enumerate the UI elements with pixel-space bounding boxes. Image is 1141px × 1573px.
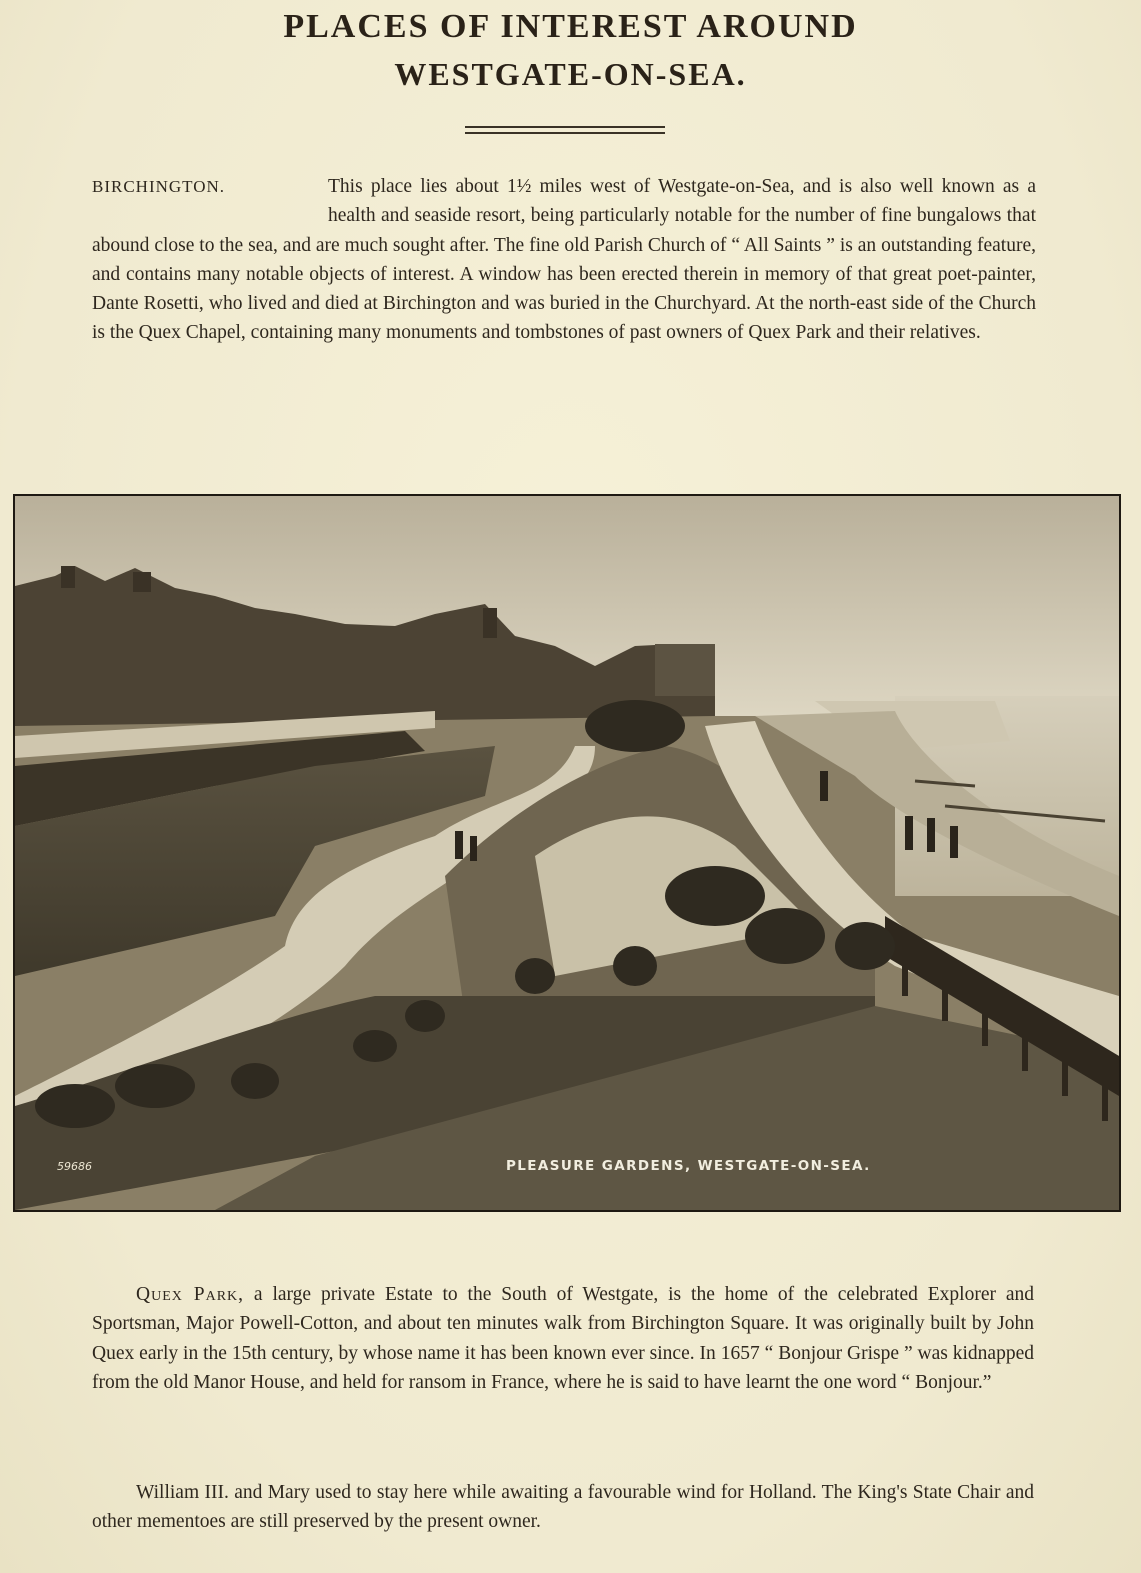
title-divider-bottom: [465, 132, 665, 134]
photo-plate-number: 59686: [57, 1160, 92, 1173]
page-title-line-1: PLACES OF INTEREST AROUND: [283, 8, 858, 45]
william-mary-paragraph: William III. and Mary used to stay here while awaiting a favourable wind for Holland. The King's State Chair and other mementoes are still preserved by the present owner.: [92, 1482, 1034, 1533]
quex-park-text: a large private Estate to the South of Westgate, is the home of the celebrated Explorer and Sportsman, Major Powell-Cotton, and about ten minutes walk from Birchington Square. It was originally built by John Quex early in the 15th century, by whose name it has been known ever since. In 1657 “ Bonjour Grispe ” was kidnapped from the old Manor House, and held for ransom in France, where he is said to have learnt the one word “ Bonjour.”: [92, 1284, 1034, 1393]
title-divider-top: [465, 126, 665, 128]
birchington-paragraph: [92, 172, 1036, 348]
photo-caption: PLEASURE GARDENS, WESTGATE-ON-SEA.: [506, 1158, 871, 1174]
birchington-heading: BIRCHINGTON.: [92, 177, 226, 196]
page-title-line-2: WESTGATE-ON-SEA.: [394, 56, 747, 92]
quex-park-heading: Quex Park,: [136, 1284, 245, 1305]
pleasure-gardens-photo: [13, 494, 1121, 1212]
birchington-text: This place lies about 1½ miles west of Westgate-on-Sea, and is also well known as a health and seaside resort, being particularly notable for the number of fine bungalows that abound close to the sea, and are much sought after. The fine old Parish Church of “ All Saints ” is an outstanding feature, and contains many notable objects of interest. A window has been erected therein in memory of that great poet-painter, Dante Rosetti, who lived and died at Birchington and was buried in the Churchyard. At the north-east side of the Church is the Quex Chapel, containing many monuments and tombstones of past owners of Quex Park and their relatives.: [92, 176, 1036, 344]
quex-park-paragraph: [92, 1280, 1034, 1397]
